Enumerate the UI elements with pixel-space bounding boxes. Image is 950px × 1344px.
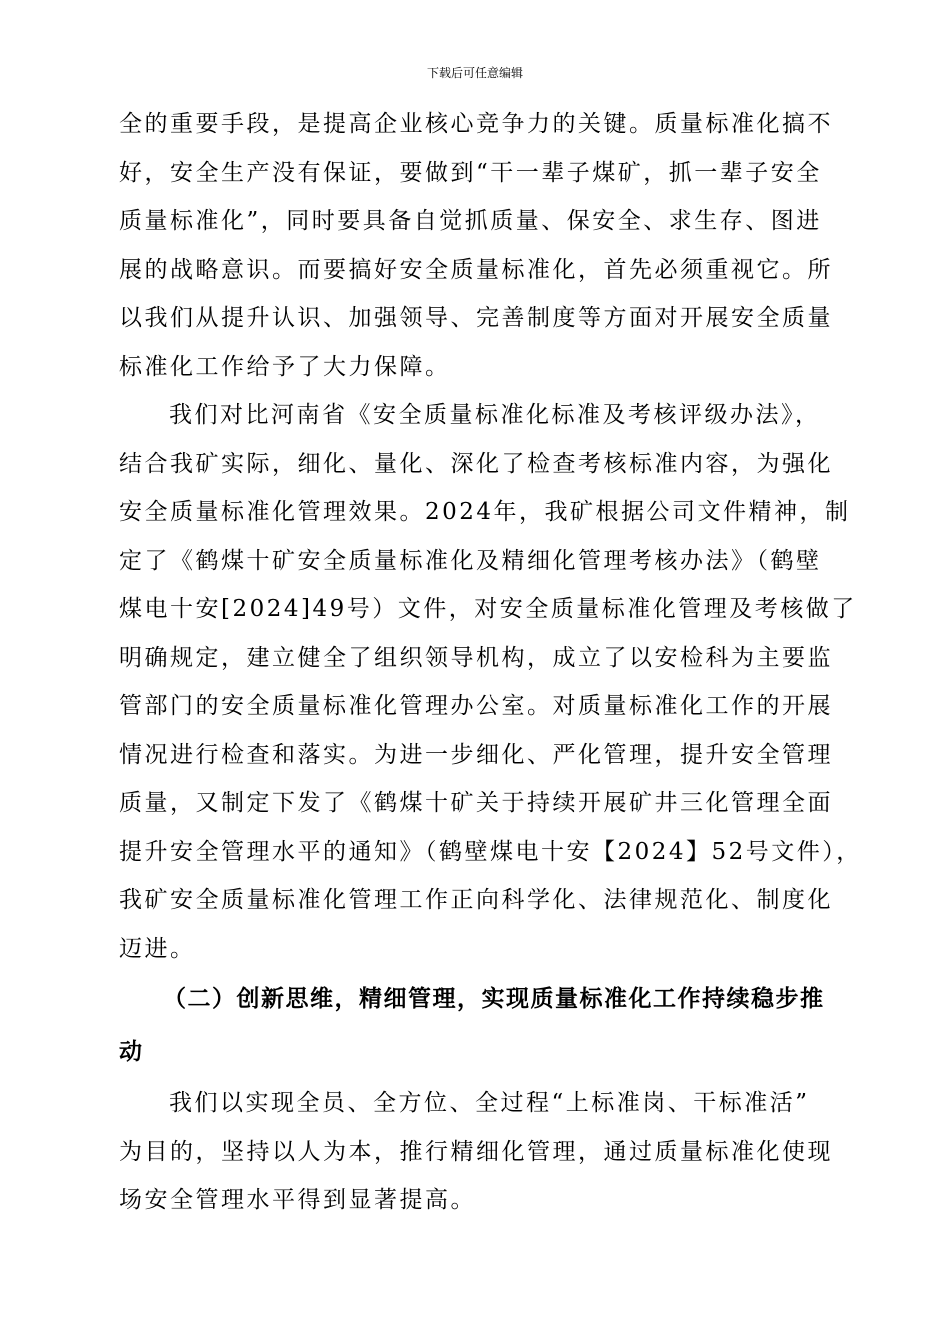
heading-line: （二）创新思维，精细管理，实现质量标准化工作持续稳步推 (163, 986, 825, 1012)
heading-line: 动 (119, 1039, 144, 1065)
document-body (119, 100, 862, 1225)
text-line: 标准化工作给予了大力保障。 (119, 353, 451, 380)
text-line: 我矿安全质量标准化管理工作正向科学化、法律规范化、制度化 (119, 887, 833, 913)
text-line: 情况进行检查和落实。为进一步细化、严化管理，提升安全管理 (119, 741, 833, 768)
text-line: 定了《鹤煤十矿安全质量标准化及精细化管理考核办法》（鹤壁 (119, 547, 822, 574)
text-line: 质量，又制定下发了《鹤煤十矿关于持续开展矿井三化管理全面 (119, 790, 833, 816)
text-line: 为目的，坚持以人为本，推行精细化管理，通过质量标准化使现 (119, 1138, 833, 1165)
section-heading (119, 973, 854, 1079)
text-line: 以我们从提升认识、加强领导、完善制度等方面对开展安全质量 (119, 305, 833, 331)
text-line: 迈进。 (119, 935, 196, 962)
paragraph-2 (119, 391, 862, 973)
text-line: 全的重要手段，是提高企业核心竞争力的关键。质量标准化搞不 (119, 111, 833, 137)
text-line: 提升安全管理水平的通知》（鹤壁煤电十安【2024】52号文件）， (119, 838, 862, 865)
text-line: 明确规定，建立健全了组织领导机构，成立了以安检科为主要监 (119, 644, 833, 671)
text-line: 展的战略意识。而要搞好安全质量标准化，首先必须重视它。所 (119, 256, 833, 283)
text-line: 管部门的安全质量标准化管理办公室。对质量标准化工作的开展 (119, 693, 833, 719)
text-line: 煤电十安[2024]49号）文件，对安全质量标准化管理及考核做了 (119, 596, 857, 622)
paragraph-3 (119, 1079, 854, 1225)
text-line: 我们对比河南省《安全质量标准化标准及考核评级办法》， (169, 402, 821, 428)
text-line: 好，安全生产没有保证，要做到“干一辈子煤矿，抓一辈子安全 (119, 159, 822, 186)
text-line: 场安全管理水平得到显著提高。 (119, 1187, 476, 1213)
text-line: 安全质量标准化管理效果。2024年，我矿根据公司文件精神，制 (119, 499, 851, 525)
text-line: 我们以实现全员、全方位、全过程“上标准岗、干标准活” (169, 1090, 810, 1116)
paragraph-1 (119, 100, 854, 391)
text-line: 质量标准化”，同时要具备自觉抓质量、保安全、求生存、图进 (119, 208, 822, 234)
text-line: 结合我矿实际，细化、量化、深化了检查考核标准内容，为强化 (119, 450, 833, 477)
page-header: 下载后可任意编辑 (426, 66, 523, 80)
